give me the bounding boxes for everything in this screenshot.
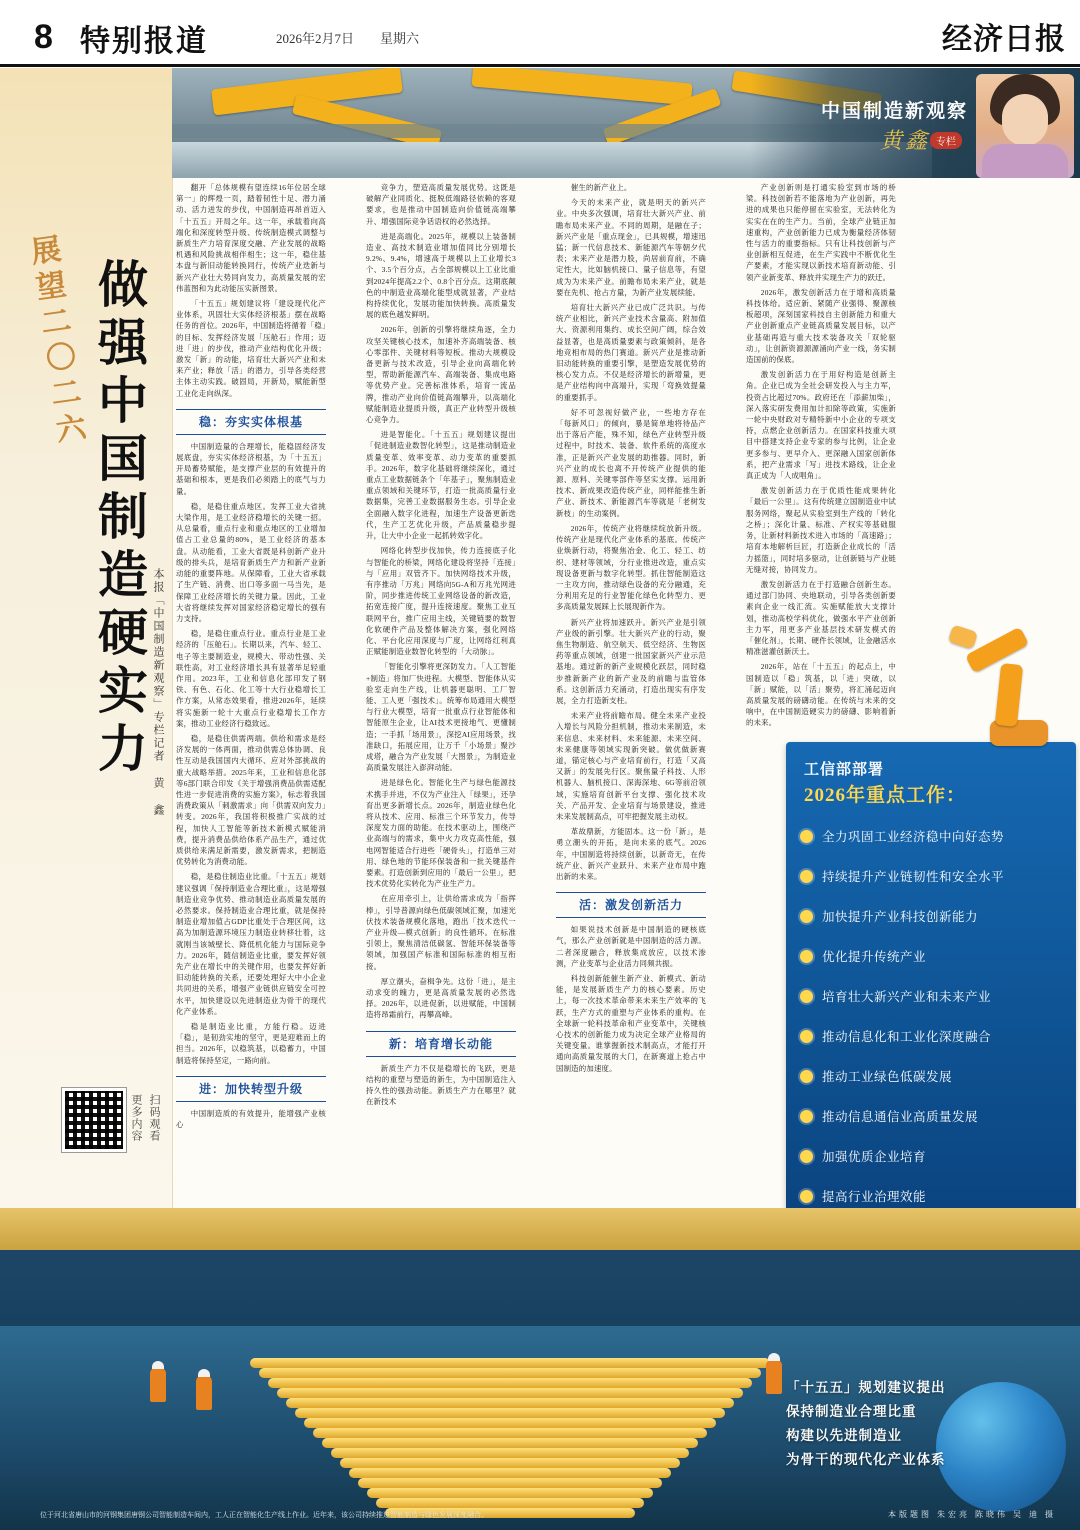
- bottom-photo: [0, 1208, 1080, 1530]
- article-paragraph: 进是绿色化。智能化生产与绿色能源技术携手并进，不仅为产业注入「绿果」，还孕育出更多新增长点。2026年，制造业绿色化将从技术、应用、标准三个环节发力，传导深度发力面的助能。在技术驱动上，围绕产业高端与的需求，集中火力攻克高性能，强电网智能适合行进些「硬骨头」，打造单三对用、绿色地的节能环保装备和一批关键基件要素。打造创新到应用的「最后一公里」，把技术优势化实转化为产业生产力。: [366, 778, 516, 889]
- task-list-item-label: 加快提升产业科技创新能力: [822, 910, 979, 924]
- task-list-item: [800, 816, 1064, 856]
- roller-shape: [349, 1468, 671, 1478]
- article-paragraph: 2026年，传统产业将继续绽放新升级。传统产业是现代化产业体系的基底。传统产业焕新行动，将聚焦冶金、化工、轻工、纺织、建材等领域，分行业推进改造，重点实现设备更新与数字化转型。抓住智能制造这一主攻方向，推动绿色设备的充分融通，充分利用充足的行业智能化绿色化转型力、更多高质量发展踩上长展现新作为。: [556, 523, 706, 612]
- bullet-icon: [800, 990, 813, 1003]
- worker-figure: [150, 1368, 166, 1402]
- helmet-shape: [152, 1361, 164, 1369]
- robot-gripper-shape: [948, 624, 978, 649]
- article-subheading: 新：培育增长动能: [366, 1031, 516, 1057]
- roller-shape: [340, 1458, 680, 1468]
- article-paragraph: 新兴产业将加速跃升。新兴产业是引领产业级的新引擎。壮大新兴产业的行动，聚焦生物制造、航空航天、低空经济、生物医药等重点领域，创建一批国家新兴产业示范基地。通过新的新产业规模化跃层，同时稳步推新新产业的新产业及的前瞻与监管体系。这创新活力充涌动，打造出现实有序发展，全力打造新支柱。: [556, 617, 706, 705]
- slogan-line: 「十五五」规划建议提出: [786, 1380, 946, 1395]
- columnist-banner: [750, 68, 1080, 178]
- photo-top-band: [0, 1208, 1080, 1250]
- task-list-item: [800, 936, 1064, 976]
- bullet-icon: [800, 910, 813, 923]
- task-box-title-line1: 工信部部署: [804, 762, 885, 778]
- task-list-item-label: 推动工业绿色低碳发展: [822, 1070, 953, 1084]
- task-list-item: [800, 1096, 1064, 1136]
- byline: 本报「中国制造新观察」专栏记者 黄 鑫: [152, 568, 164, 817]
- article-paragraph: 催生的新产业上。: [570, 183, 632, 192]
- article-paragraph: 2026年，站在「十五五」的起点上，中国制造以「稳」筑基，以「进」突破，以「新」赋能，以「活」聚势，将汇涌起迈向高质量发展的磅礴动能。在传统与未来的交响中，在中国制造硬实力的磅礴、影响着新的未来。: [746, 662, 896, 728]
- article-paragraph: 激发创新活力在于用好构造是创新主角。企业已成为全社会研发投入与主力军，投资占比超过70%。政府还在「添薪加柴」，深入落实研发费用加计扣除等政策，实施新一轮中央财政对专精特新中小企业的专项支持，点燃企业创新活力。在国家科技重大项目中搭建支持企业专家的参与比例，让企业更多参与、更早介入、更深融入国家创新体系，把产业需求「写」进技术路线，让企业真正成为「人成唱角」。: [746, 370, 896, 481]
- roller-shape: [277, 1388, 743, 1398]
- helmet-shape: [768, 1353, 780, 1361]
- task-list: [800, 816, 1064, 1216]
- task-list-item: [800, 1016, 1064, 1056]
- qr-caption-line2: 扫码观看: [148, 1094, 160, 1142]
- article-paragraph: 稳是制造业比重，方能行稳。迈进「稳」，是韧劲实地的坚守，更是迎难而上的担当。2026年，以稳筑基，以稳蓄力，中国制造将保持坚定，一路向前。: [176, 1022, 326, 1065]
- page-title: 做强中国制造硬实力: [91, 258, 147, 780]
- article-paragraph: 科技创新能催生新产业、新模式、新动能，是发展新质生产力的核心要素。历史上，每一次技术革命带来未来生产效率的飞跃，生产方式的重塑与产业体系的重构。在全球新一轮科技革命和产业变革中，关键核心技术的创新能力成为决定全球产业格局的关键变量。谁掌握新技术制高点，才能打开通向高质量发展的大门，在新赛道上抢占中国制造的加速度。: [556, 974, 706, 1073]
- article-paragraph: 翻开「总体规模有望连续16年位居全球第一」的辉煌一页，踏着韧性十足、潜力涌动、活力迸发的步伐，中国制造再昂首迈入「十五五」开局之年。这一年，承载着向高端化和深度转型升级、传统制造模式调整与新质生产力培育深度交融、产业发展的战略机遇和风险挑战相伴相生；这一年，稳住基本盘与新旧动能转换同行，传统产业迭新与新兴产业壮大势同向发力，高质量发展的宏伟蓝图和为此动能压实新图景。: [176, 183, 326, 293]
- task-list-item: [800, 1056, 1064, 1096]
- roller-shape: [313, 1428, 707, 1438]
- section-title: 特别报道: [80, 25, 208, 58]
- task-list-item: [800, 896, 1064, 936]
- roller-shape: [250, 1358, 770, 1368]
- worker-figure: [766, 1360, 782, 1394]
- article-column: [176, 182, 326, 1202]
- article-paragraph: 稳，是稳住制造业比重。「十五五」规划建议强调「保持制造业合理比重」，这是增强制造业竞争优势、推动制造业高质量发展的必然要求。保持制造业合理比重，就是保持制造业增加值占GDP比重处于合理区间，这高为加制造源环境压力制造业转移壮着，这就刚当该城壁长、降低机化能力与国际竞争力。2026年，随信制造业比重，要发挥好领先产业在增长中的关键作用，也要发挥好新旧动能转换的关系，还要处理好大中小企业共同进的关系，增强产业链供应链安全可控水平，加快建设以先进制造业为骨干的现代化产业体系。: [176, 872, 326, 1016]
- article-paragraph: 中国制造质的有效提升，能增强产业核心: [176, 1108, 326, 1130]
- columnist-signature: 黄鑫: [879, 128, 930, 153]
- bullet-icon: [800, 1110, 813, 1123]
- qr-caption-line1: 更多内容: [130, 1094, 142, 1142]
- globe-icon: [936, 1382, 1066, 1512]
- bullet-icon: [800, 1030, 813, 1043]
- masthead-divider: [0, 64, 1080, 67]
- task-list-item: [800, 976, 1064, 1016]
- bullet-icon: [800, 1070, 813, 1083]
- helmet-shape: [198, 1369, 210, 1377]
- robot-arm-shape: [471, 68, 692, 106]
- bullet-icon: [800, 950, 813, 963]
- slogan-line: 为骨干的现代化产业体系: [786, 1452, 946, 1467]
- article-paragraph: 革故鼎新，方能固本。这一份「新」，是勇立潮头的开拓，是向未来的底气。2026年，中国制造将持续创新，以新奇无，在传统产业、新兴产业跃升、未来产业布局中跑出新的未来。: [556, 827, 706, 881]
- ministry-task-box: [786, 742, 1076, 1212]
- article-paragraph: 今天的未来产业，就是明天的新兴产业。中央多次强调，培育壮大新兴产业、前瞻布局未来产业。不同的周期，是融在子；新兴产业是「重点现金」，已具规模，增速迅猛；新一代信息技术、新能源汽车等朝夕代表；未来产业是潜力股，尚居前育前，不确定性大，比如脑机接口、量子信息等，有望成为为未来产业。前瞻布局未来产业，就是要在先机、抢占方量，为新产业发展续能。: [556, 198, 706, 297]
- roller-shape: [358, 1478, 662, 1488]
- task-list-item-label: 推动信息化和工业化深度融合: [822, 1030, 992, 1044]
- column-title: 中国制造新观察: [820, 101, 968, 122]
- task-list-item-label: 持续提升产业链韧性和安全水平: [822, 870, 1005, 884]
- qr-code-icon[interactable]: [62, 1088, 126, 1152]
- avatar-body-shape: [982, 144, 1068, 178]
- hero-photo: [172, 68, 1080, 178]
- publication-date: 2026年2月7日: [276, 31, 355, 46]
- slogan-line: 保持制造业合理比重: [786, 1404, 917, 1419]
- roller-shape: [376, 1498, 644, 1508]
- article-paragraph: 未来产业将前瞻布局。健全未来产业投入增长与风险分担机制，推动未来制造，未来信息、未来材料、未来能源、未来空间、未来健康等领域实现新突破。做优做新赛道，锚定核心与产业培育前行，打造「又高又新」的发展先行区。聚焦量子科技、人形机器人、脑机接口、深海深地、6G等前沿领域，实施培育创新平台支撑、强化技术攻关、产品开发、企业培育与场景建设，推进未来发展制高点，可牢把握发展主动权。: [556, 711, 706, 821]
- roller-shape: [268, 1378, 752, 1388]
- task-list-item-label: 全力巩固工业经济稳中向好态势: [822, 830, 1005, 844]
- article-paragraph: 进是智能化。「十五五」规划建议提出「促进制造业数智化转型」，这是推动制造业质量变革、效率变革、动力变革的重要抓手。2026年，数字化基础将继续深化，通过重点工业数据链条个「年基子」，聚焦制造业重点领域和关键环节，打造一批高质量行业数据集，完善工业数据服务生态。引导企业全面融入数字化进程，加速生产设备更新迭代，生产工艺优化升级，产品质量稳步提升，让大中小企业一起抓转效字化。: [366, 430, 516, 541]
- series-label: 展望二〇二六: [23, 232, 87, 452]
- article-subheading: 稳：夯实实体根基: [176, 409, 326, 435]
- bullet-icon: [800, 830, 813, 843]
- roller-shape: [259, 1368, 761, 1378]
- article-paragraph: 新质生产力不仅是稳增长的飞跃，更是结构的重塑与塑造的新生，为中国制造注入持久性的强劲动能。新质生产力在哪里？就在新技术: [366, 1063, 516, 1107]
- photo-credit: 本版题图 朱宏亮 陈晓伟 吴 迪 摄: [888, 1510, 1056, 1519]
- article-paragraph: 2026年，创新的引擎将继续角逐，全力攻坚关键核心技术，加速补齐高端装备、核心零部件、关键材料等短板。推动大规模设备更新与技术改造，引导企业向高端化转型，帮助新能源汽车、高端装备、集成电路等优势产业。完善标准体系，培育一流品牌，推动产业向价值链高端攀升，以高端化赋能制造业提质升级，真正产业转型升级核心竞争力。: [366, 325, 516, 425]
- task-list-item: [800, 856, 1064, 896]
- bullet-icon: [800, 870, 813, 883]
- columnist-avatar: [976, 74, 1074, 178]
- article-paragraph: 竞争力，塑造高质量发展优势。这既是破解产业同质化、挺脱低端路径依赖的客观要求，也是推动中国制造向价值链高端攀升、增强国际竞争话语权的必然选择。: [366, 183, 516, 226]
- masthead: [0, 0, 1080, 66]
- robot-arm-illustration: [944, 624, 1062, 752]
- article-subheading: 进：加快转型升级: [176, 1076, 326, 1102]
- article-paragraph: 厚立潮头，奋楫争先。这份「进」，是主动求变的魄力，更是高质量发展的必然选择。2026年，以进促新，以进赋能，中国制造将昂霜前行，再攀高峰。: [366, 976, 516, 1020]
- bullet-icon: [800, 1150, 813, 1163]
- task-box-title-line2: 2026年重点工作：: [804, 785, 967, 806]
- article-paragraph: 「智能化引擎将更深防发力。「人工智能+制造」将加厂快进程。大模型、智能体从实验室走向生产线，让机器更聪明、工厂智能、工人更「强技术」。统筹布局通用大模型与行业大模型，培育一批重点行业智能体和智能原生企业，让AI技术更接地气、更懂制造；一手抓「场用景」，深挖AI应用场景，找准缺口，拓展应用，让万千「小场景」聚沙成塔，融合为产业发展「大图景」，为制造业高质量发展注入澎湃动能。: [366, 662, 516, 773]
- article-paragraph: 网络化转型步伐加快，传力连接底子化与智能化的桥梁，网络化建设将坚持「连接」与「应用」双管齐下。加快网络技术升级，有序推动「万兆」网络向5G-A和万兆光网进阶，同步推进传统工业网络设备的新改造，拓宽连接广度，提升连接速度。聚焦工业互联网平台，推广应用主线，关键链要的数智化软硬件产品及整体解决方案，强化网络化、平台化应用深度与广度，让网络红利真正赋能制造业数智化转型的「大动脉」。: [366, 546, 516, 657]
- roller-shape: [331, 1448, 689, 1458]
- robot-lower-arm-shape: [995, 663, 1023, 727]
- roller-shape: [304, 1418, 716, 1428]
- task-list-item-label: 加强优质企业培育: [822, 1150, 927, 1164]
- roller-shape: [286, 1398, 734, 1408]
- photo-caption: 位于河北省唐山市的河钢集团唐钢公司智能制造车间内，工人正在智能化生产线上作业。近年来，该公司持续推进智能制造与绿色发展深度融合。: [40, 1511, 488, 1519]
- article-paragraph: 稳，是稳住重点地区。发挥工业大省挑大梁作用，是工业经济稳增长的关键一招。从总量看，重点行业和重点地区的工业增加值占工业总量的80%，是工业经济的基本盘。从动能看，工业大省既是科创新产业升级的排头兵，是培育新质生产力和新产业新动能的重要阵地。从保障看，工业大省承载了生产链、消费、出口等多面一马当先，是保障工业经济增长的关键力量。因此，工业大省将继续发挥对国家经济稳定增长的强有力支持。: [176, 501, 326, 623]
- globe-slogan: [786, 1372, 1056, 1496]
- article-paragraph: 「十五五」规划建议将「建设现代化产业体系，巩固壮大实体经济根基」摆在战略任务的首位。2026年，中国制造将循着「稳」的目标、发挥经济发展「压舱石」作用；迈进「进」的步伐，推动产业结构优化升级；激发「新」的动能，培育壮大新兴产业和未来产业；释放「活」的潜力，引导各类经营主体主动实践。破固局，开新局，赋能新型工业化走向纵深。: [176, 299, 326, 398]
- publication-weekday: 星期六: [380, 31, 420, 46]
- article-paragraph: 在应用牵引上，让供给需求成为「指挥棒」，引导普源向绿色低碳领域汇聚，加速光伏技术装备规模化落地，跑出「技术迭代一产业升级—模式创新」的良性循环。在标准引领上，聚焦清洁低碳氢、智能环保装备等领域，加强国产标准和国际标准的相互衔接。: [366, 894, 516, 971]
- task-list-item-label: 推动信息通信业高质量发展: [822, 1110, 979, 1124]
- worker-figure: [196, 1376, 212, 1410]
- slogan-line: 构建以先进制造业: [786, 1428, 902, 1443]
- headline-band: [0, 68, 173, 1208]
- avatar-face-shape: [1002, 94, 1048, 146]
- task-list-item: [800, 1136, 1064, 1176]
- article-column: [366, 182, 516, 1202]
- paper-logo: 经济日报: [942, 23, 1066, 56]
- article-paragraph: 激发创新活力在于优质性能成果转化「最后一公里」。这有传统建立国制造业中试服务网络，聚起从实验室到生产线的「转化之桥」；深化计量、标准、产权实等基础服务，让新材料新技术进入市场的「高速路」；培育本地解析巨匠，打造新企业成长的「活力摇篮」，同时培多驱动，让创新链与产业链无缝对接，协同发力。: [746, 486, 896, 574]
- article-paragraph: 稳，是稳住供需两端。供给和需求是经济发展的一体两面，推动供需总体协调、良性互动是我国国内大循环、应对外部挑战的重大战略举措。2025年来，工业和信息化部等6部门联合印发《关于增强消费品供需适配性进一步促进消费的实施方案》，标志着我国消费政策从「刺激需求」向「供需双向发力」转变。2026年，我国将积极推广实战的过程，加快人工智能等新技术新模式赋能消费，提升消费品供给体系产品生产，通过优质供给来满足新需要，激发新需求，把制造优势转化为消费动能。: [176, 733, 326, 867]
- article-subheading: 活：激发创新活力: [556, 892, 706, 918]
- page-number: 8: [34, 18, 53, 56]
- article-paragraph: 激发创新活力在于打造融合创新生态。通过部门协同、央地联动，引导各类创新要素向企业一线汇流。实施赋能放大支撑计划，推动高校学科优化，做强水平产业创新主力军，用更多产业基层技术研发模式的「催化剂」，长期、硬件长领域，让金融活水精准滋灌创新沃土。: [746, 579, 896, 657]
- article-paragraph: 2026年，激发创新活力在于增和高质量科技体给。适应新、紧随产业强得、聚源核板超项，深刻国家科技自主创新能力和重大产业创新重点产业链高质量发展目标，以产业基础再造与重大技术装备攻关「双轮驱动」，让创新资源源源涌向产业一线，务实制造国前的保底。: [746, 287, 896, 365]
- column-badge: 专栏: [930, 132, 962, 149]
- task-list-item-label: 优化提升传统产业: [822, 950, 927, 964]
- article-paragraph: 好不可忽视好做产业，一些地方存在「每新风口」的倾向，暴是简单地将待品产出于落后产能，殊不知，绿色产业转型升级过程中，时技术、装备、软件系统的高度水准，正是新兴产业发展的助推器。同时，新兴产业的成长也离不开传统产业提供的能源、原料、关键零部件等坚实支撑。运用新技术、新成果改造传统产业，同样能推生新产业、新技术、新能源汽车等就是「老树发新枝」的生动案例。: [556, 407, 706, 518]
- task-list-item-label: 提高行业治理效能: [822, 1190, 927, 1204]
- article-column: [556, 182, 706, 1202]
- roller-shape: [295, 1408, 725, 1418]
- article-paragraph: 如果说技术创新是中国制造的硬核底气，那么产业创新就是中国制造的活力源。二者深度融合，释放集成放应，以技术渗测，产业变革与企业活力同频共振。: [556, 925, 706, 968]
- article-paragraph: 产业创新则是打通实验室到市场的桥梁。科技创新若不能落地为产业创新，再先进的成果也只能停留在实验室，无法转化为实实在在的生产力。当前，全球产业链正加速重构，产业创新能力已成为衡量经济体韧性与活力的重要指标。只有让科技创新与产业创新相互促进，在生产实践中不断优化生产要素，才能实现以新技术培育新动能、引领产业新变革、释放并实现生产力的跃迁。: [746, 183, 896, 282]
- task-list-item-label: 培育壮大新兴产业和未来产业: [822, 990, 992, 1004]
- article-paragraph: 培育壮大新兴产业已成广泛共识。与传统产业相比，新兴产业技术含量高、附加值大、资源利用集约、成长空间广阔，综合效益显著，也是高质量要素与政策倾斜，是各地竞相布局的热门赛道。新兴产业是推动新旧动能转换的重要引擎，是塑造发展优势的核心发力点。不仅是经济增长的新增量，更是产业结构向中高端升，实现「弯换效提量的重要抓手。: [556, 303, 706, 402]
- article-paragraph: 中国制造量的合理增长，能稳固经济发展底盘，夯实实体经济根基，为「十五五」开局蓄势赋能，是支撑产业层的有效提升的基础和根本，更是我们必须踏上的底气与力量。: [176, 441, 326, 496]
- article-paragraph: 稳，是稳住重点行业。重点行业是工业经济的「压舱石」。长期以来，汽车、轻工、电子等主要制造业，规模大、带动性强、关联性高，对工业经济增长具有显著举足轻重作用。2023年，工业和信息化部印发了钢铁、有色、石化、化工等十大行业稳增长工作方案，从常态效果看，推进2026年，延续将实施新一轮十大重点行业稳增长工作方案，推动工业经济行稳致远。: [176, 629, 326, 728]
- article-paragraph: 进是高端化。2025年，规模以上装备制造业、高技术制造业增加值同比分别增长9.2%、9.4%，增速高于规模以上工业增长3个、3.5个百分点，占全部规模以上工业比重到2024年提高2.2个、0.8个百分点。这期底颠色的中制造业高端化能型成就显著，产业结构持续优化，发展功能加快转换。高质量发展的底色越发鲜明。: [366, 231, 516, 320]
- bullet-icon: [800, 1190, 813, 1203]
- roller-shape: [367, 1488, 653, 1498]
- roller-shape: [322, 1438, 698, 1448]
